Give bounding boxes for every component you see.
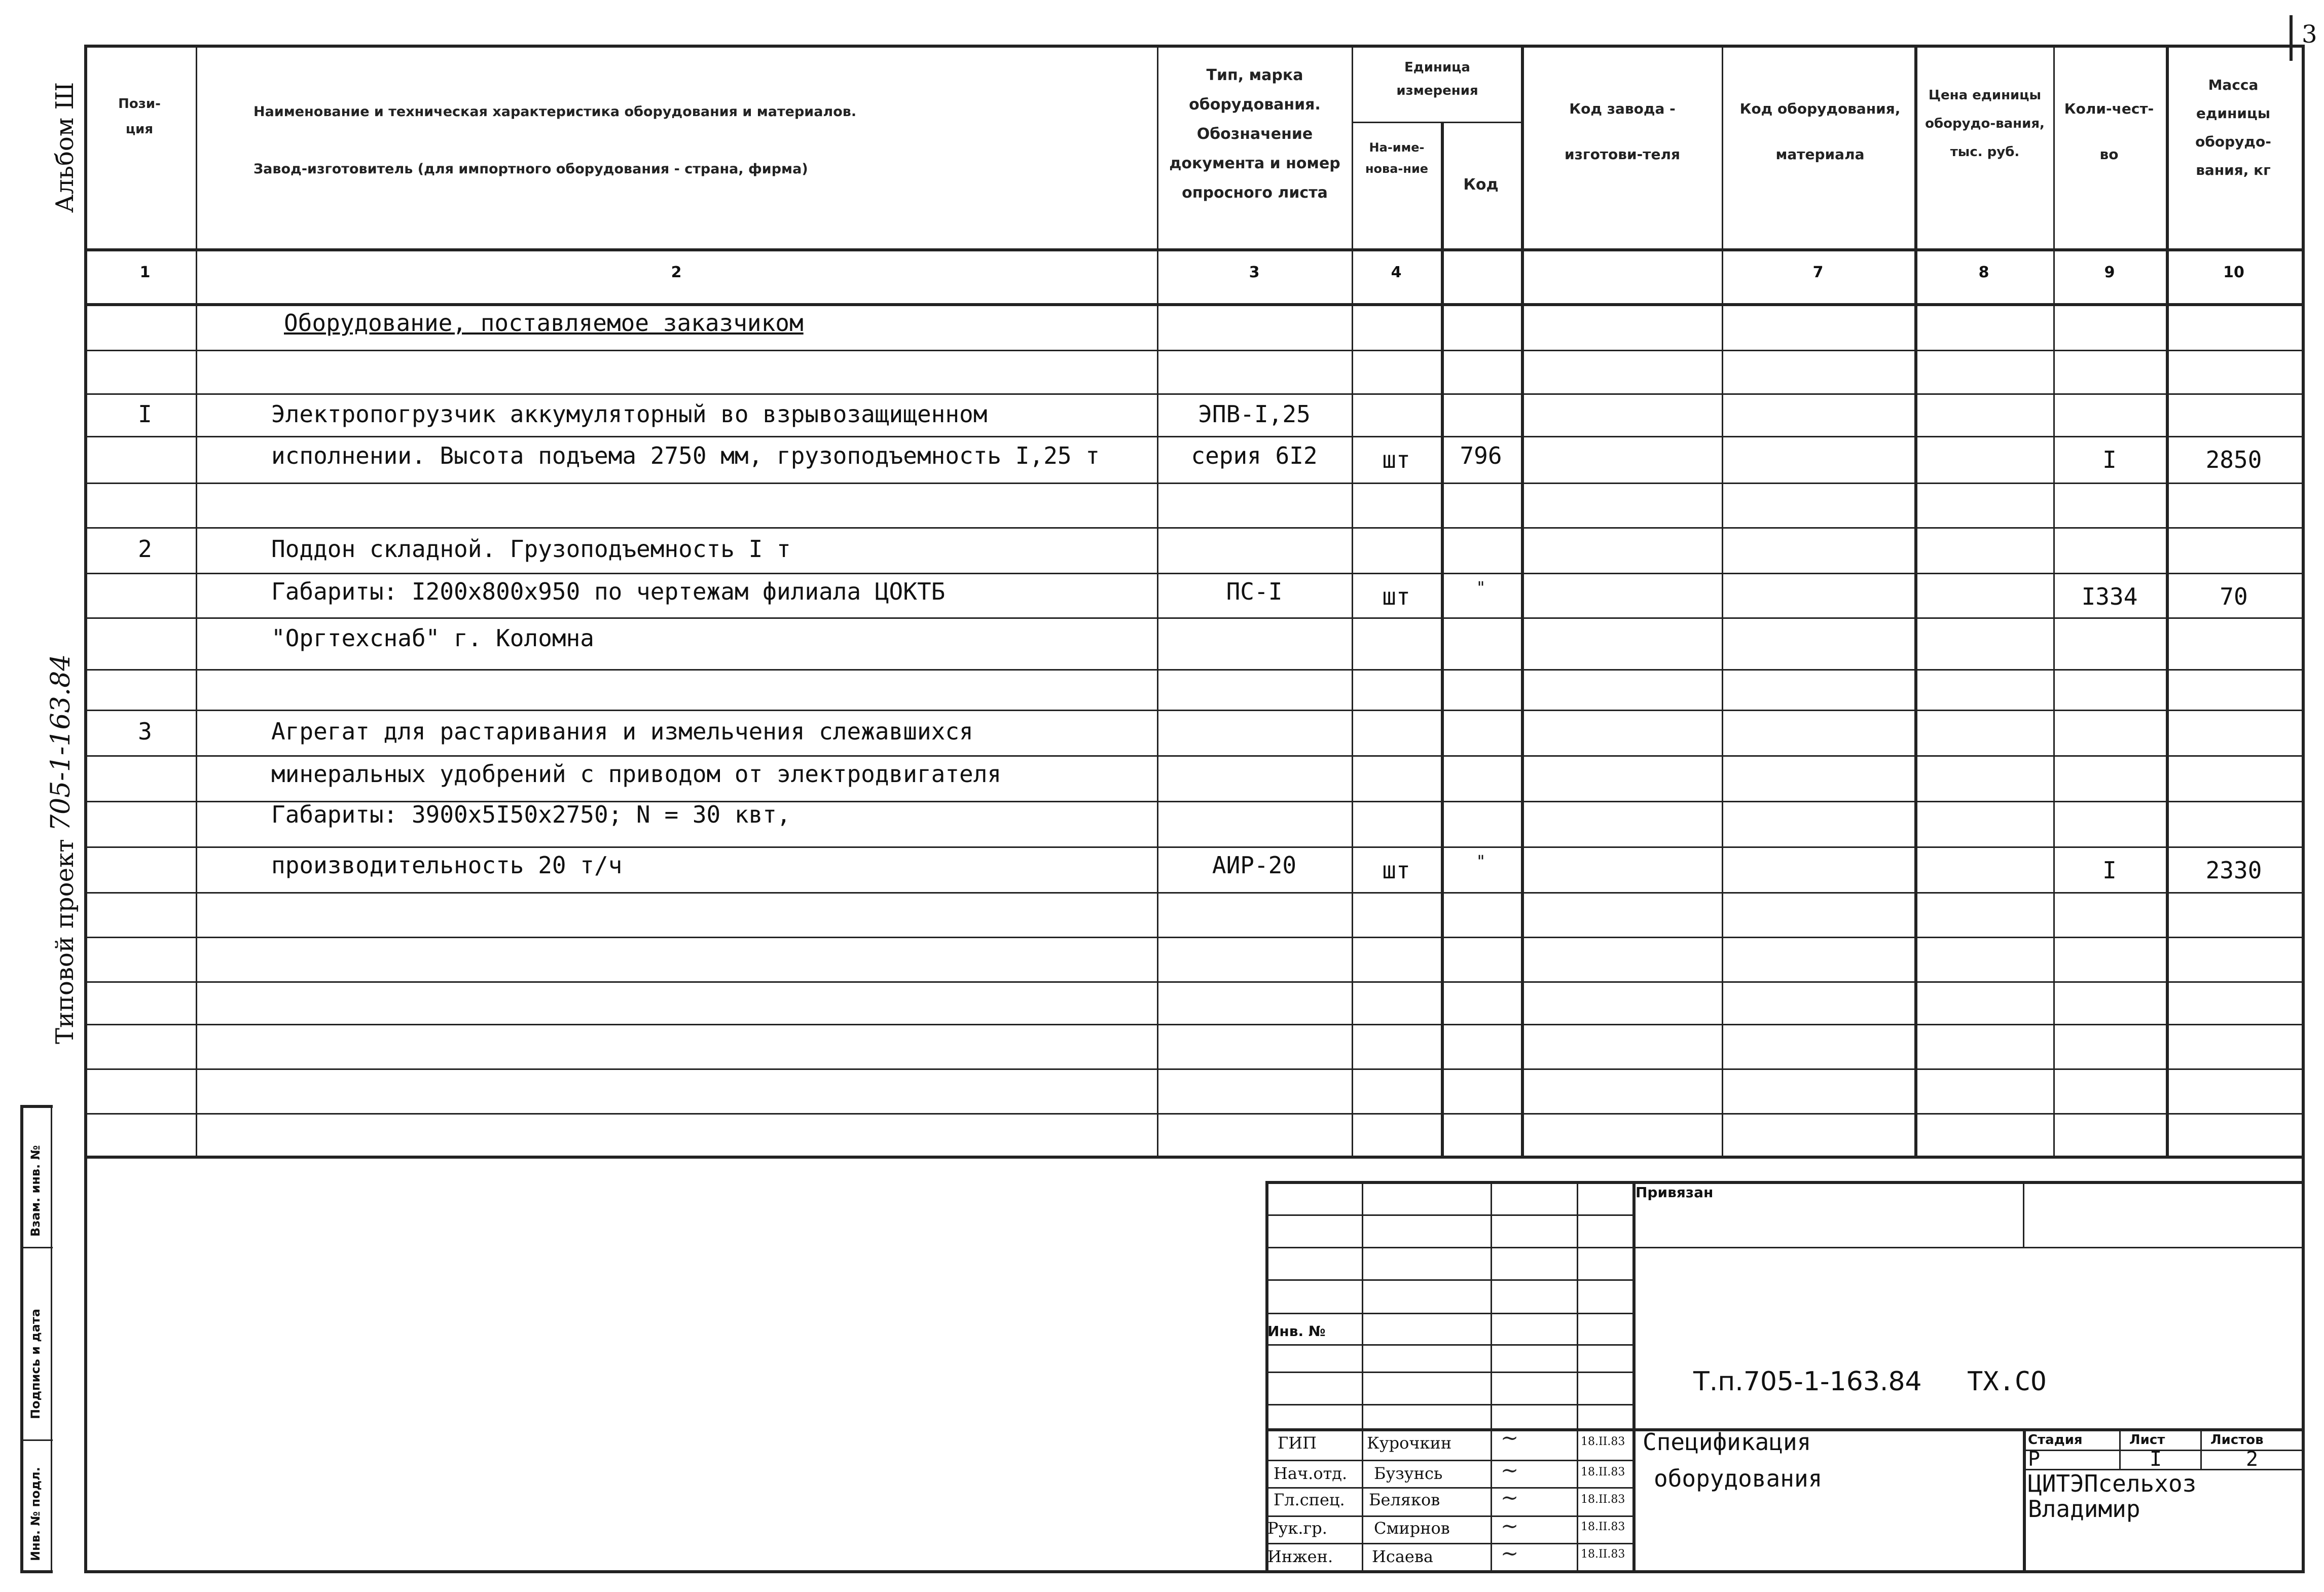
row-2b-name: Габариты: I200x800x950 по чертежам филиала ЦОКТБ <box>271 578 946 605</box>
tb-row <box>1265 1344 1632 1346</box>
tb-name-3: Беляков <box>1369 1490 1440 1509</box>
row-2-position: 2 <box>138 535 152 563</box>
tb-sheet-label: Лист <box>2129 1432 2165 1448</box>
colnum-9: 9 <box>2104 264 2115 281</box>
row-line <box>84 669 2305 671</box>
tb-row <box>1265 1247 2305 1248</box>
tb-date-1: 18.II.83 <box>1581 1435 1625 1448</box>
row-line <box>84 617 2305 619</box>
frame-top <box>84 45 2305 48</box>
tb-role-inzh: Инжен. <box>1267 1547 1333 1566</box>
header-name-line1: Наименование и техническая характеристика оборудования и материалов. <box>253 104 857 120</box>
colnum-2: 2 <box>671 264 682 281</box>
tb-role-ruk: Рук.гр. <box>1267 1519 1327 1538</box>
row-line <box>84 892 2305 894</box>
frame-right <box>2302 46 2305 1572</box>
section-title: Оборудование, поставляемое заказчиком <box>284 309 804 337</box>
row-1b-mass: 2850 <box>2205 446 2262 473</box>
row-line <box>84 393 2305 395</box>
tb-date-2: 18.II.83 <box>1581 1466 1625 1478</box>
stamp-top <box>20 1105 53 1108</box>
tb-row <box>1265 1372 1632 1373</box>
colnum-4: 4 <box>1391 264 1402 281</box>
header-equipment-code: Код оборудования, материала <box>1739 100 1901 163</box>
col-line-5 <box>1521 46 1524 1156</box>
tb-row <box>2023 1450 2305 1451</box>
header-mass: Масса единицы оборудо-вания, кг <box>2195 77 2271 178</box>
tb-role-nach: Нач.отд. <box>1274 1464 1348 1483</box>
row-3d-qty: I <box>2102 857 2117 884</box>
tb-stage: Р <box>2028 1448 2041 1471</box>
row-1-name: Электропогрузчик аккумуляторный во взрывозащищенном <box>271 400 988 428</box>
tb-col-g <box>2119 1428 2121 1469</box>
row-3c-name: Габариты: 3900x5I50x2750; N = 30 квт, <box>271 801 791 828</box>
tb-col-c <box>1577 1181 1578 1571</box>
header-type: Тип, марка оборудования. Обозначение документа и номер опросного листа <box>1169 66 1340 202</box>
stamp-sep-2 <box>20 1439 53 1441</box>
tb-col-e <box>2023 1181 2024 1247</box>
col-line-4 <box>1441 122 1444 1156</box>
tb-row <box>1265 1543 1632 1544</box>
colnum-10: 10 <box>2223 264 2244 281</box>
row-2b-unit: шт <box>1382 583 1410 610</box>
tb-date-4: 18.II.83 <box>1581 1521 1625 1533</box>
row-line <box>84 1068 2305 1070</box>
col-line-1 <box>196 46 197 1156</box>
row-line <box>84 981 2305 983</box>
tb-col-a <box>1362 1181 1363 1571</box>
signature-2: ~ <box>1501 1458 1519 1483</box>
side-project-label: Типовой проект <box>51 839 79 1044</box>
tb-sheet: I <box>2150 1448 2162 1471</box>
frame-left <box>84 46 87 1572</box>
tb-row <box>1265 1404 1632 1405</box>
colnum-3: 3 <box>1249 264 1260 281</box>
row-2c-name: "Оргтехснаб" г. Коломна <box>271 624 594 652</box>
tb-row <box>1265 1460 1632 1461</box>
row-line <box>84 350 2305 351</box>
row-line <box>84 1024 2305 1025</box>
tb-stage-label: Стадия <box>2028 1432 2083 1448</box>
row-1-type: ЭПВ-I,25 <box>1198 400 1311 428</box>
page-number-divider <box>2290 15 2293 61</box>
row-3d-type: АИР-20 <box>1212 851 1297 879</box>
frame-bottom <box>84 1570 2305 1573</box>
row-3d-mass: 2330 <box>2205 857 2262 884</box>
row-1b-code: 796 <box>1460 442 1502 469</box>
tb-date-3: 18.II.83 <box>1581 1493 1625 1506</box>
signature-3: ~ <box>1501 1485 1519 1510</box>
stamp-inv-podl: Инв. № подл. <box>28 1467 43 1561</box>
header-plant-code: Код завода - изготови-теля <box>1565 100 1680 163</box>
side-project-code: 705-1-163.84 <box>46 654 76 831</box>
colnum-8: 8 <box>1978 264 1989 281</box>
row-line <box>84 710 2305 711</box>
colnum-1: 1 <box>139 264 151 281</box>
row-1b-qty: I <box>2102 446 2117 473</box>
tb-date-5: 18.II.83 <box>1581 1548 1625 1561</box>
stamp-bottom <box>20 1570 53 1573</box>
colnum-bottom <box>84 303 2305 306</box>
signature-1: ~ <box>1501 1425 1519 1450</box>
tb-org-line1: ЦИТЭПсельхоз <box>2028 1470 2197 1497</box>
stamp-column-divider <box>51 1105 52 1571</box>
header-unit-group: Единица измерения <box>1396 60 1478 98</box>
row-line <box>84 937 2305 938</box>
row-line <box>84 755 2305 757</box>
tb-row <box>1265 1214 1632 1216</box>
tb-col-h <box>2200 1428 2202 1469</box>
tb-privyazan: Привязан <box>1636 1184 1714 1201</box>
tb-col-b <box>1491 1181 1492 1571</box>
tb-role-gip: ГИП <box>1278 1433 1317 1453</box>
signature-5: ~ <box>1501 1541 1519 1566</box>
row-line <box>84 527 2305 529</box>
tb-doc-code: Т.п.705-1-163.84 <box>1693 1366 1922 1397</box>
row-2b-mass: 70 <box>2220 583 2248 610</box>
row-2b-type: ПС-I <box>1226 578 1283 605</box>
tb-title-line2: оборудования <box>1654 1465 1823 1492</box>
row-3-position: 3 <box>138 718 152 745</box>
tb-top <box>1265 1181 2305 1184</box>
tb-name-4: Смирнов <box>1374 1519 1450 1538</box>
tb-inv-no: Инв. № <box>1267 1323 1326 1340</box>
row-1b-name: исполнении. Высота подъема 2750 мм, грузоподъемность I,25 т <box>271 442 1100 469</box>
row-3b-name: минеральных удобрений с приводом от электродвигателя <box>271 760 1002 788</box>
header-price: Цена единицы оборудо-вания, тыс. руб. <box>1925 88 2045 160</box>
row-3d-unit: шт <box>1382 857 1410 884</box>
header-unit-sep <box>1352 122 1521 123</box>
header-bottom <box>84 248 2305 251</box>
page-number: 3 <box>2302 20 2317 49</box>
header-unit-name: На-име-нова-ние <box>1365 140 1429 176</box>
tb-sheets-label: Листов <box>2210 1432 2264 1448</box>
row-1b-type: серия 6I2 <box>1191 442 1318 469</box>
signature-4: ~ <box>1501 1513 1519 1538</box>
row-2b-code: " <box>1476 578 1486 597</box>
header-name-line2: Завод-изготовитель (для импортного оборудования - страна, фирма) <box>253 161 808 177</box>
tb-name-1: Курочкин <box>1367 1433 1452 1453</box>
side-album-label: Альбом Ш <box>51 82 79 213</box>
tb-name-5: Исаева <box>1372 1547 1433 1566</box>
col-line-6 <box>1722 46 1723 1156</box>
tb-row <box>1265 1487 1632 1489</box>
row-1b-unit: шт <box>1382 446 1410 473</box>
col-line-7 <box>1914 46 1917 1156</box>
row-line <box>84 846 2305 848</box>
row-3d-code: " <box>1476 851 1486 871</box>
tb-left <box>1265 1181 1268 1571</box>
row-line <box>84 1113 2305 1115</box>
stamp-vzam-inv: Взам. инв. № <box>28 1145 43 1237</box>
stamp-podpis-data: Подпись и дата <box>28 1309 43 1419</box>
row-line <box>84 573 2305 574</box>
table-bottom <box>84 1156 2305 1159</box>
row-line <box>84 436 2305 437</box>
row-2b-qty: I334 <box>2081 583 2138 610</box>
tb-sheets: 2 <box>2246 1448 2259 1471</box>
colnum-7: 7 <box>1812 264 1824 281</box>
tb-col-d <box>1632 1181 1636 1571</box>
tb-title-line1: Спецификация <box>1643 1428 1811 1456</box>
tb-row <box>1265 1515 1632 1517</box>
row-3d-name: производительность 20 т/ч <box>271 851 623 879</box>
tb-row <box>1265 1279 1632 1281</box>
tb-org-line2: Владимир <box>2028 1495 2140 1523</box>
tb-row <box>1265 1313 1632 1314</box>
header-unit-code: Код <box>1463 176 1499 194</box>
stamp-column-left-border <box>20 1105 23 1571</box>
row-3-name: Агрегат для растаривания и измельчения слежавшихся <box>271 718 973 745</box>
row-1-position: I <box>138 400 152 428</box>
row-line <box>84 483 2305 484</box>
header-position: Пози- ция <box>118 96 161 137</box>
tb-doc-suffix: ТХ.СО <box>1967 1366 2047 1397</box>
header-quantity: Коли-чест-во <box>2064 100 2154 163</box>
tb-name-2: Бузунсь <box>1374 1464 1443 1483</box>
stamp-sep-1 <box>20 1247 53 1248</box>
row-2-name: Поддон складной. Грузоподъемность I т <box>271 535 791 563</box>
tb-role-glspec: Гл.спец. <box>1274 1490 1345 1509</box>
